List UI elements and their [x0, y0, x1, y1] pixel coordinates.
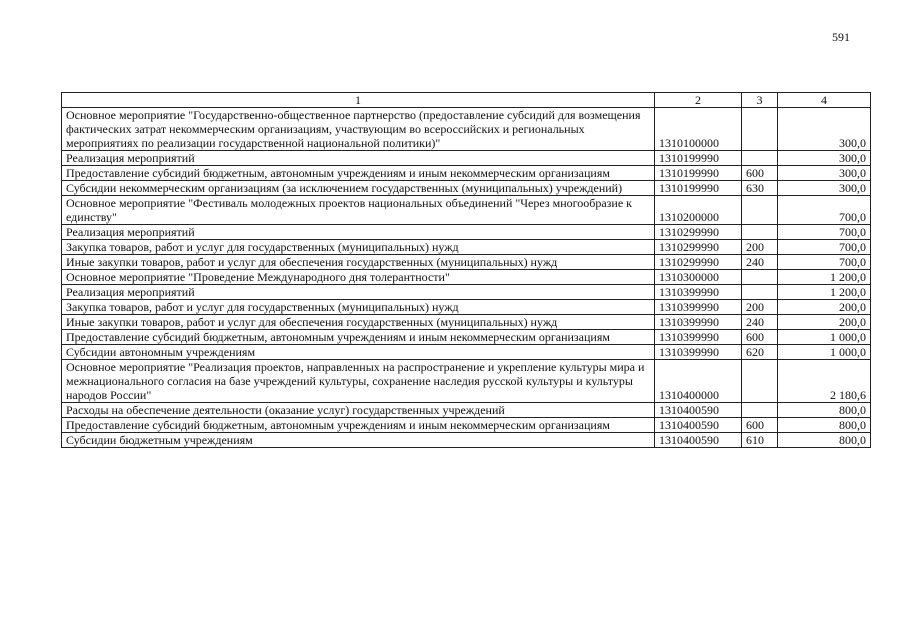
- page-number: 591: [832, 30, 850, 44]
- row-amount-cell: 800,0: [778, 418, 871, 433]
- table-row: [62, 240, 871, 255]
- table-row: [62, 255, 871, 270]
- row-amount-cell: 200,0: [778, 315, 871, 330]
- row-type-cell: [742, 270, 778, 285]
- row-amount-cell: 700,0: [778, 240, 871, 255]
- row-code-cell: 1310200000: [655, 196, 742, 225]
- row-name-cell: Субсидии автономным учреждениям: [62, 345, 655, 360]
- row-type-cell: 600: [742, 418, 778, 433]
- row-name-cell: Закупка товаров, работ и услуг для государственных (муниципальных) нужд: [62, 300, 655, 315]
- row-code-cell: 1310399990: [655, 285, 742, 300]
- row-amount-cell: 800,0: [778, 403, 871, 418]
- row-code-cell: 1310399990: [655, 330, 742, 345]
- row-name-cell: Реализация мероприятий: [62, 225, 655, 240]
- row-code-cell: 1310100000: [655, 108, 742, 151]
- row-amount-cell: 800,0: [778, 433, 871, 448]
- row-name-cell: Реализация мероприятий: [62, 151, 655, 166]
- row-code-cell: 1310199990: [655, 181, 742, 196]
- row-amount-cell: 1 200,0: [778, 270, 871, 285]
- row-code-cell: 1310399990: [655, 315, 742, 330]
- table-row: [62, 270, 871, 285]
- row-name-cell: Иные закупки товаров, работ и услуг для обеспечения государственных (муниципальных) нужд: [62, 315, 655, 330]
- row-amount-cell: 300,0: [778, 181, 871, 196]
- row-type-cell: 200: [742, 300, 778, 315]
- row-amount-cell: 300,0: [778, 151, 871, 166]
- row-code-cell: 1310399990: [655, 345, 742, 360]
- table-row: [62, 166, 871, 181]
- row-amount-cell: 300,0: [778, 108, 871, 151]
- row-type-cell: 610: [742, 433, 778, 448]
- row-code-cell: 1310400590: [655, 403, 742, 418]
- row-type-cell: [742, 151, 778, 166]
- row-name-cell: Основное мероприятие "Реализация проектов, направленных на распространение и укрепление культуры мира и межнационального согласия на базе учреждений культуры, сохранение наследия русской культуры и культуры народов России": [62, 360, 655, 403]
- table-row: [62, 433, 871, 448]
- column-header-amount: 4: [778, 93, 871, 108]
- table-row: [62, 330, 871, 345]
- column-header-name: 1: [62, 93, 655, 108]
- table-row: [62, 196, 871, 225]
- row-code-cell: 1310199990: [655, 151, 742, 166]
- row-type-cell: 620: [742, 345, 778, 360]
- row-type-cell: 200: [742, 240, 778, 255]
- row-name-cell: Основное мероприятие "Государственно-общественное партнерство (предоставление субсидий для возмещения фактических затрат некоммерческим организациям, участвующим во всероссийских и региональных мероприятиях по реализации государственной национальной политики)": [62, 108, 655, 151]
- table-row: [62, 315, 871, 330]
- row-code-cell: 1310299990: [655, 240, 742, 255]
- row-type-cell: [742, 225, 778, 240]
- column-header-code: 2: [655, 93, 742, 108]
- row-code-cell: 1310299990: [655, 225, 742, 240]
- row-amount-cell: 1 000,0: [778, 330, 871, 345]
- row-type-cell: 630: [742, 181, 778, 196]
- row-type-cell: 240: [742, 255, 778, 270]
- row-type-cell: [742, 403, 778, 418]
- table-row: [62, 345, 871, 360]
- row-name-cell: Иные закупки товаров, работ и услуг для обеспечения государственных (муниципальных) нужд: [62, 255, 655, 270]
- row-code-cell: 1310199990: [655, 166, 742, 181]
- table-row: [62, 181, 871, 196]
- row-amount-cell: 700,0: [778, 196, 871, 225]
- row-name-cell: Субсидии некоммерческим организациям (за исключением государственных (муниципальных) учреждений): [62, 181, 655, 196]
- column-header-type: 3: [742, 93, 778, 108]
- row-type-cell: [742, 360, 778, 403]
- row-amount-cell: 1 200,0: [778, 285, 871, 300]
- row-name-cell: Реализация мероприятий: [62, 285, 655, 300]
- row-code-cell: 1310299990: [655, 255, 742, 270]
- row-type-cell: 240: [742, 315, 778, 330]
- table-row: [62, 300, 871, 315]
- table-row: [62, 418, 871, 433]
- row-name-cell: Предоставление субсидий бюджетным, автономным учреждениям и иным некоммерческим организациям: [62, 418, 655, 433]
- row-code-cell: 1310400590: [655, 418, 742, 433]
- budget-table: [61, 92, 871, 448]
- row-type-cell: [742, 108, 778, 151]
- table-row: [62, 403, 871, 418]
- table-row: [62, 151, 871, 166]
- row-amount-cell: 200,0: [778, 300, 871, 315]
- row-type-cell: 600: [742, 166, 778, 181]
- row-name-cell: Основное мероприятие "Фестиваль молодежных проектов национальных объединений "Через многообразие к единству": [62, 196, 655, 225]
- row-code-cell: 1310300000: [655, 270, 742, 285]
- table-row: [62, 360, 871, 403]
- table-row: [62, 225, 871, 240]
- row-code-cell: 1310400000: [655, 360, 742, 403]
- table-body: [62, 108, 871, 448]
- row-name-cell: Основное мероприятие "Проведение Международного дня толерантности": [62, 270, 655, 285]
- row-code-cell: 1310400590: [655, 433, 742, 448]
- row-amount-cell: 700,0: [778, 225, 871, 240]
- table-row: [62, 108, 871, 151]
- row-type-cell: [742, 196, 778, 225]
- row-name-cell: Расходы на обеспечение деятельности (оказание услуг) государственных учреждений: [62, 403, 655, 418]
- row-name-cell: Предоставление субсидий бюджетным, автономным учреждениям и иным некоммерческим организациям: [62, 166, 655, 181]
- row-amount-cell: 300,0: [778, 166, 871, 181]
- row-name-cell: Предоставление субсидий бюджетным, автономным учреждениям и иным некоммерческим организациям: [62, 330, 655, 345]
- row-name-cell: Субсидии бюджетным учреждениям: [62, 433, 655, 448]
- row-name-cell: Закупка товаров, работ и услуг для государственных (муниципальных) нужд: [62, 240, 655, 255]
- row-code-cell: 1310399990: [655, 300, 742, 315]
- table-header-row: [62, 93, 871, 108]
- row-amount-cell: 2 180,6: [778, 360, 871, 403]
- row-type-cell: 600: [742, 330, 778, 345]
- row-amount-cell: 1 000,0: [778, 345, 871, 360]
- row-amount-cell: 700,0: [778, 255, 871, 270]
- table-row: [62, 285, 871, 300]
- row-type-cell: [742, 285, 778, 300]
